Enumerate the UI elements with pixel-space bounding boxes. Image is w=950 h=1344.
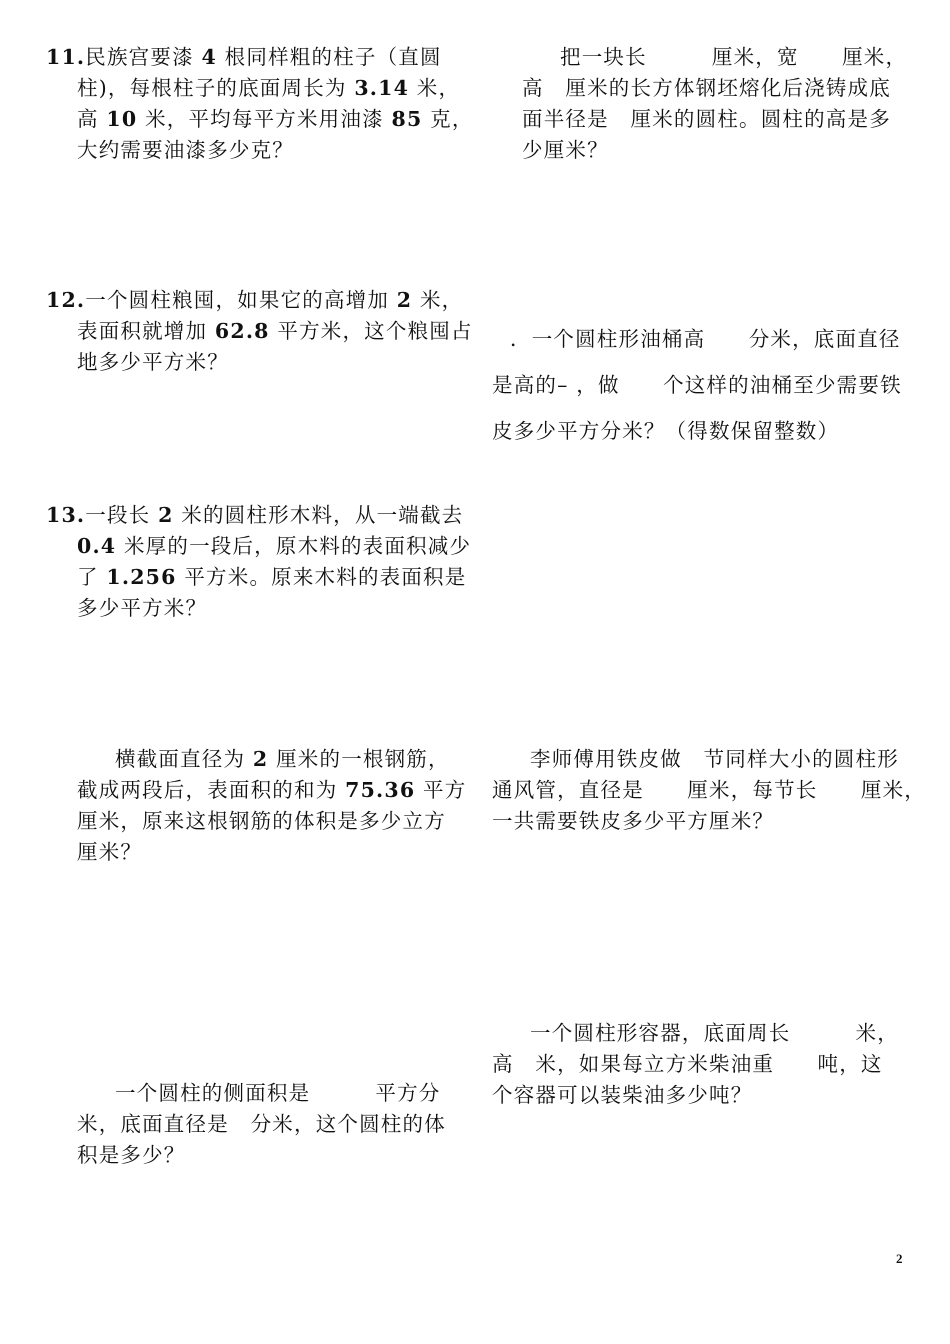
page-number: 2 [896, 1251, 903, 1266]
text: 李师傅用铁皮做 节同样大小的圆柱形 [530, 747, 899, 771]
text: 大约需要油漆多少克？ [77, 138, 294, 162]
number: 62.8 [214, 319, 270, 343]
text: 个容器可以装柴油多少吨？ [492, 1083, 753, 1107]
text: 根同样粗的柱子（直圆 [216, 45, 442, 69]
number: 3.14 [354, 76, 410, 100]
text: 横截面直径为 [115, 747, 253, 771]
text: 高 米，如果每立方米柴油重 吨，这 [492, 1052, 883, 1076]
question-oil-drum [492, 316, 902, 454]
text: 一个圆柱的侧面积是 平方分 [115, 1081, 441, 1105]
question-vent-pipe [492, 744, 926, 837]
text: 一段长 [85, 503, 159, 527]
text: 克， [422, 107, 474, 131]
text: 平方米。原来木料的表面积是 [176, 565, 467, 589]
question-number: 13. [46, 503, 86, 527]
text: 表面积就增加 [77, 319, 215, 343]
text: 皮多少平方分米？（得数保留整数） [492, 419, 840, 443]
number: 75.36 [345, 778, 416, 802]
number: 1.256 [106, 565, 177, 589]
text: 柱)，每根柱子的底面周长为 [77, 76, 355, 100]
question-13 [46, 500, 472, 624]
text: 把一块长 厘米，宽 厘米， [560, 45, 908, 69]
text: 米厚的一段后，原木料的表面积减少 [116, 534, 472, 558]
text: 了 [77, 565, 107, 589]
text: 平方 [415, 778, 467, 802]
text: 通风管，直径是 厘米，每节长 厘米， [492, 778, 926, 802]
number: 2 [252, 747, 269, 771]
text: 面半径是 厘米的圆柱。圆柱的高是多 [522, 107, 891, 131]
text: 一共需要铁皮多少平方厘米？ [492, 809, 775, 833]
text: 一个圆柱形容器，底面周长 米， [530, 1021, 899, 1045]
text: 米的圆柱形木料，从一端截去 [173, 503, 464, 527]
question-14 [77, 744, 466, 868]
text: 高 [77, 107, 107, 131]
text: 少厘米？ [522, 138, 609, 162]
number: 85 [391, 107, 423, 131]
text: 高 厘米的长方体钢坯熔化后浇铸成底 [522, 76, 891, 100]
text: 多少平方米？ [77, 596, 208, 620]
text: 厘米？ [77, 840, 143, 864]
question-15 [77, 1078, 446, 1171]
question-11 [46, 42, 474, 166]
number: 4 [201, 45, 217, 69]
text: 是高的– ，做 个这样的油桶至少需要铁 [492, 373, 902, 397]
text: 米， [409, 76, 461, 100]
text: 截成两段后，表面积的和为 [77, 778, 346, 802]
text: 厘米的一根钢筋， [268, 747, 450, 771]
text: 米， [412, 288, 464, 312]
number: 0.4 [77, 534, 117, 558]
number: 2 [158, 503, 174, 527]
text: 米，底面直径是 分米，这个圆柱的体 [77, 1112, 446, 1136]
question-diesel-container [492, 1018, 899, 1111]
text: 民族宫要漆 [85, 45, 202, 69]
question-number: 11. [46, 45, 86, 69]
text: 积是多少？ [77, 1143, 186, 1167]
number: 2 [396, 288, 413, 312]
text: 米，平均每平方米用油漆 [137, 107, 392, 131]
text: 一个圆柱粮囤，如果它的高增加 [85, 288, 397, 312]
question-steel-billet [522, 42, 907, 166]
text: 平方米，这个粮囤占 [269, 319, 473, 343]
text: 厘米，原来这根钢筋的体积是多少立方 [77, 809, 446, 833]
text: ．一个圆柱形油桶高 分米，底面直径 [510, 327, 901, 351]
number: 10 [106, 107, 138, 131]
question-12 [46, 285, 473, 378]
question-number: 12. [46, 288, 86, 312]
text: 地多少平方米？ [77, 350, 229, 374]
